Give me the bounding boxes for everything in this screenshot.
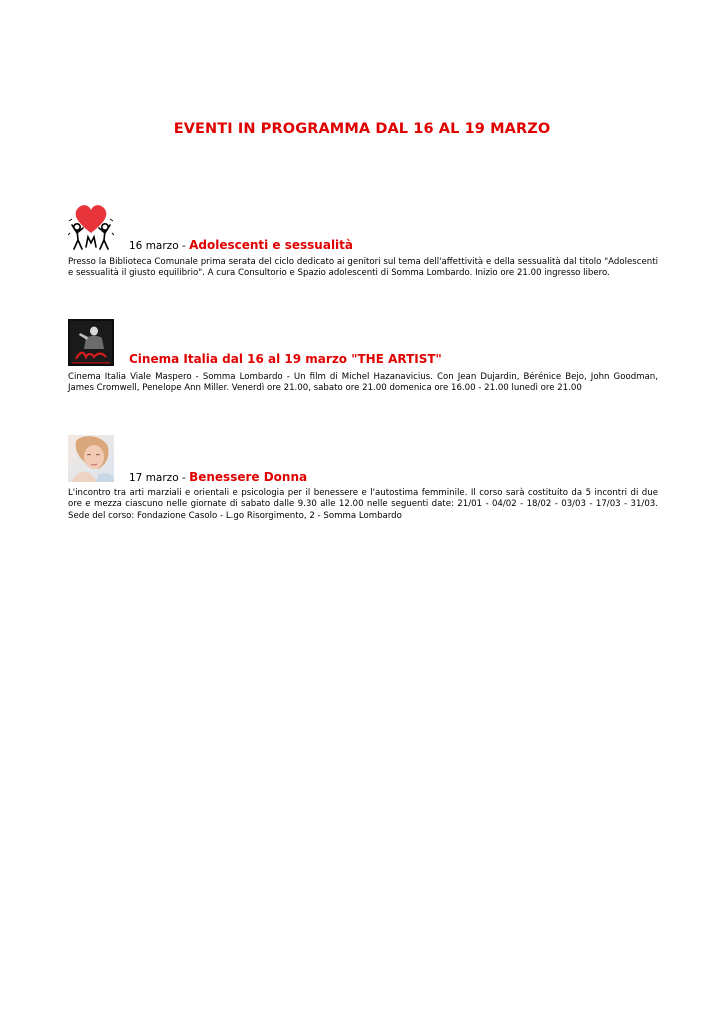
event-title: Benessere Donna — [189, 470, 308, 484]
heart-figures-icon — [68, 203, 114, 250]
description-line: e sessualità il giusto equilibrio". A cura Consultorio e Spazio adolescenti di Somma Lombardo. Inizio ore 21.00 ingresso libero. — [68, 268, 610, 279]
description-line: James Cromwell, Penelope Ann Miller. Venerdì ore 21.00, sabato ore 21.00 domenica ore 16.00 - 21.00 lunedì ore 21.00 — [68, 383, 582, 394]
event-description — [68, 488, 658, 522]
description-line: Cinema Italia Viale Maspero - Somma Lombardo - Un film di Michel Hazanavicius. Con Jean Dujardin, Bérénice Bejo, John Goodman, — [68, 372, 658, 382]
woman-photo-image — [68, 435, 114, 482]
description-line: Sede del corso: Fondazione Casolo - L.go Risorgimento, 2 - Somma Lombardo — [68, 510, 402, 521]
event-description — [68, 372, 658, 395]
event-heading — [129, 238, 353, 252]
event-title: Cinema Italia dal 16 al 19 marzo "THE ARTIST" — [129, 352, 442, 366]
event-item-cinema — [68, 319, 658, 399]
event-title: Adolescenti e sessualità — [189, 238, 353, 252]
movie-poster-icon — [68, 319, 114, 366]
movie-poster-image — [68, 319, 114, 366]
page-title: EVENTI IN PROGRAMMA DAL 16 AL 19 MARZO — [173, 121, 551, 137]
event-heading — [129, 352, 442, 366]
event-heading — [129, 470, 307, 484]
woman-photo-icon — [68, 435, 114, 482]
description-line: ore e mezza ciascuno nelle giornate di sabato dalle 9.30 alle 12.00 nelle seguenti date: 21/01 - 04/02 - 18/02 - 03/03 - 17/03 - 31/03. — [68, 499, 658, 510]
event-description — [68, 257, 658, 280]
description-line: L'incontro tra arti marziali e orientali e psicologia per il benessere e l'autostima femminile. Il corso sarà costituito da 5 incontri di due — [68, 488, 658, 498]
event-date: 16 marzo - — [129, 240, 190, 252]
event-date: 17 marzo - — [129, 472, 190, 484]
heart-figures-illustration — [68, 203, 114, 250]
description-line: Presso la Biblioteca Comunale prima serata del ciclo dedicato ai genitori sul tema dell'affettività e della sessualità dal titolo "Adolescenti — [68, 257, 658, 267]
event-item-benessere — [68, 435, 658, 535]
event-item-adolescenti — [68, 203, 658, 283]
